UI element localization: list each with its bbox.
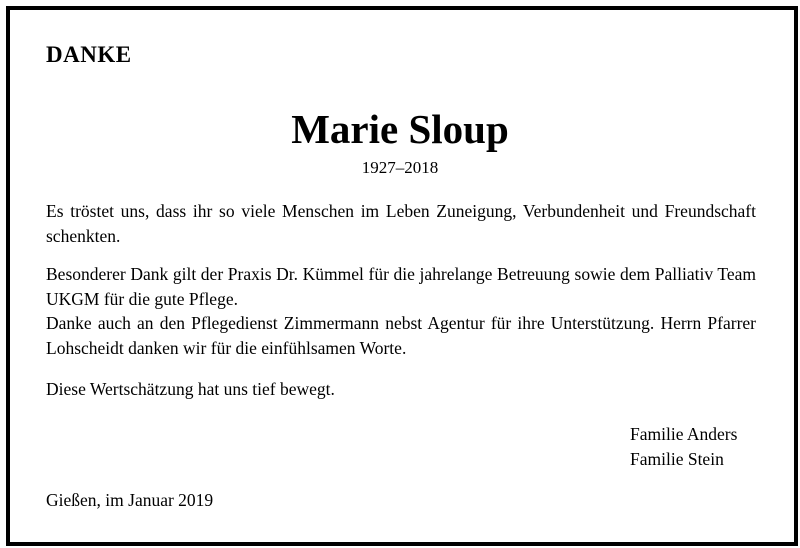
signer-family-anders: Familie Anders bbox=[630, 424, 738, 444]
paragraph-special-thanks: Besonderer Dank gilt der Praxis Dr. Kümmel für die jahrelange Betreuung sowie dem Palliativ Team UKGM für die gute Pflege. bbox=[46, 264, 756, 309]
signer-family-stein: Familie Stein bbox=[630, 448, 724, 469]
paragraph-appreciation: Diese Wertschätzung hat uns tief bewegt. bbox=[46, 379, 335, 399]
life-years: 1927–2018 bbox=[361, 158, 439, 177]
paragraph-further-thanks: Danke auch an den Pflegedienst Zimmermann nebst Agentur für ihre Unterstützung. Herrn Pfarrer Lohscheidt danken wir für die einfühlsamen Worte. bbox=[46, 313, 756, 358]
paragraph-comfort: Es tröstet uns, dass ihr so viele Menschen im Leben Zuneigung, Verbundenheit und Freundschaft schenkten. bbox=[46, 201, 756, 246]
deceased-name: Marie Sloup bbox=[291, 106, 509, 152]
signature-block bbox=[630, 422, 737, 471]
place-and-date: Gießen, im Januar 2019 bbox=[46, 490, 214, 510]
notice-heading: DANKE bbox=[46, 42, 132, 67]
